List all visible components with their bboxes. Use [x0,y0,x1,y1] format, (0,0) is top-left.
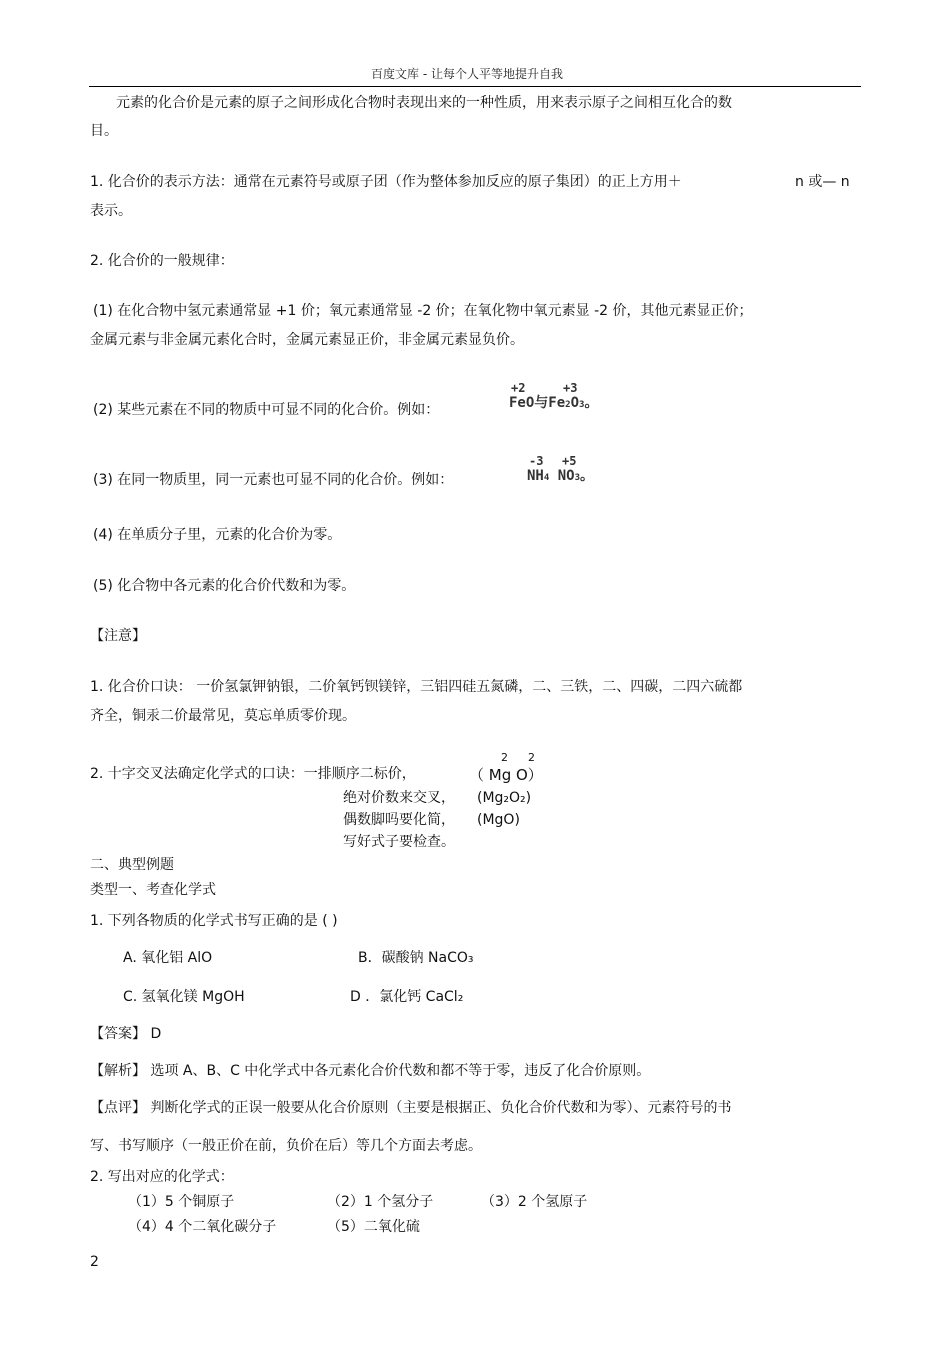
intro-line-2: 目。 [90,123,118,139]
method-line-2: 表示。 [90,203,132,219]
rule-4: (4) 在单质分子里，元素的化合价为零。 [93,527,342,543]
formula-end: 。 [584,395,599,411]
question-2-item-3: （3）2 个氢原子 [481,1194,588,1210]
mnemonic-2-line-1: 2. 十字交叉法确定化学式的口诀：一排顺序二标价， [90,766,416,782]
formula-sub-4: 4 [543,473,550,483]
method-line-1: 1. 化合价的表示方法：通常在元素符号或原子团（作为整体参加反应的原子集团）的正上方用＋ [90,174,682,190]
cross-sup-2: 2 [528,751,535,764]
rule-2: (2) 某些元素在不同的物质中可显不同的化合价。例如： [93,402,440,418]
page-number: 2 [90,1254,99,1270]
rule-3-sup-2: +5 [562,454,577,468]
question-2-item-2: （2）1 个氢分子 [327,1194,434,1210]
formula-sub-3b: 3 [574,473,580,483]
mnemonic-2-line-4: 写好式子要检查。 [343,834,455,850]
type-1-title: 类型一、考查化学式 [90,882,216,898]
rule-5: (5) 化合物中各元素的化合价代数和为零。 [93,578,356,594]
formula-feo: FeO [509,395,535,411]
mnemonic-1-line-1: 1. 化合价口诀： 一价氢氯钾钠银，二价氧钙钡镁锌，三铝四硅五氮磷，二、三铁，二、四碳，二四六硫都 [90,679,743,695]
mnemonic-2-line-3: 偶数脚吗要化简， [343,812,455,828]
method-n-suffix: n 或— n [795,174,850,190]
cross-formula-2: (Mg₂O₂) [477,790,532,806]
formula-fe: Fe [548,395,566,411]
cross-formula-3: (MgO) [477,812,520,828]
analysis: 【解析】 选项 A、B、C 中化学式中各元素化合价代数和都不等于零，违反了化合价原则。 [90,1063,651,1079]
mnemonic-2-line-2: 绝对价数来交叉， [343,790,455,806]
rule-2-formula [509,395,598,412]
comment-line-1: 【点评】 判断化学式的正误一般要从化合价原则（主要是根据正、负化合价代数和为零）、元素符号的书 [90,1100,732,1116]
formula-no: NO [557,468,575,484]
rule-3-formula [527,468,594,485]
rules-title: 2. 化合价的一般规律： [90,253,234,269]
question-2-item-5: （5）二氧化硫 [327,1219,420,1235]
question-2-item-1: （1）5 个铜原子 [128,1194,235,1210]
rule-2-sup-2: +3 [563,381,578,395]
rule-3-sup-1: -3 [529,454,544,468]
formula-and: 与 [534,395,549,411]
option-d: D ．氯化钙 CaCl₂ [350,989,464,1005]
comment-line-2: 写、书写顺序（一般正价在前，负价在后）等几个方面去考虑。 [90,1138,482,1154]
mnemonic-1-line-2: 齐全，铜汞二价最常见，莫忘单质零价现。 [90,708,356,724]
note-title: 【注意】 [90,628,146,644]
option-a: A. 氧化铝 AlO [123,950,213,966]
intro-line-1: 元素的化合价是元素的原子之间形成化合物时表现出来的一种性质，用来表示原子之间相互化合的数 [116,95,732,111]
option-c: C. 氢氧化镁 MgOH [123,989,245,1005]
rule-3: (3) 在同一物质里，同一元素也可显不同的化合价。例如： [93,472,454,488]
rule-1-line-2: 金属元素与非金属元素化合时，金属元素显正价，非金属元素显负价。 [90,332,524,348]
question-2: 2. 写出对应的化学式： [90,1169,234,1185]
formula-nh: NH [527,468,544,484]
header-rule [89,86,861,87]
rule-2-sup-1: +2 [511,381,526,395]
answer: 【答案】 D [90,1026,162,1042]
page-header: 百度文库 - 让每个人平等地提升自我 [371,67,563,81]
question-1: 1. 下列各物质的化学式书写正确的是 ( ) [90,913,338,929]
formula-end-3: 。 [580,468,594,484]
cross-sup-1: 2 [501,751,508,764]
question-2-item-4: （4）4 个二氧化碳分子 [128,1219,277,1235]
formula-sub-3: 3 [579,400,585,410]
rule-1-line-1: (1) 在化合物中氢元素通常显 +1 价；氧元素通常显 -2 价；在氧化物中氧元素显 -2 价，其他元素显正价； [93,303,753,319]
formula-sub-2: 2 [565,400,571,410]
formula-o: O [570,395,580,411]
option-b: B．碳酸钠 NaCO₃ [358,950,474,966]
cross-formula-1: （ Mg O） [469,766,543,784]
section-title: 二、典型例题 [90,857,174,873]
